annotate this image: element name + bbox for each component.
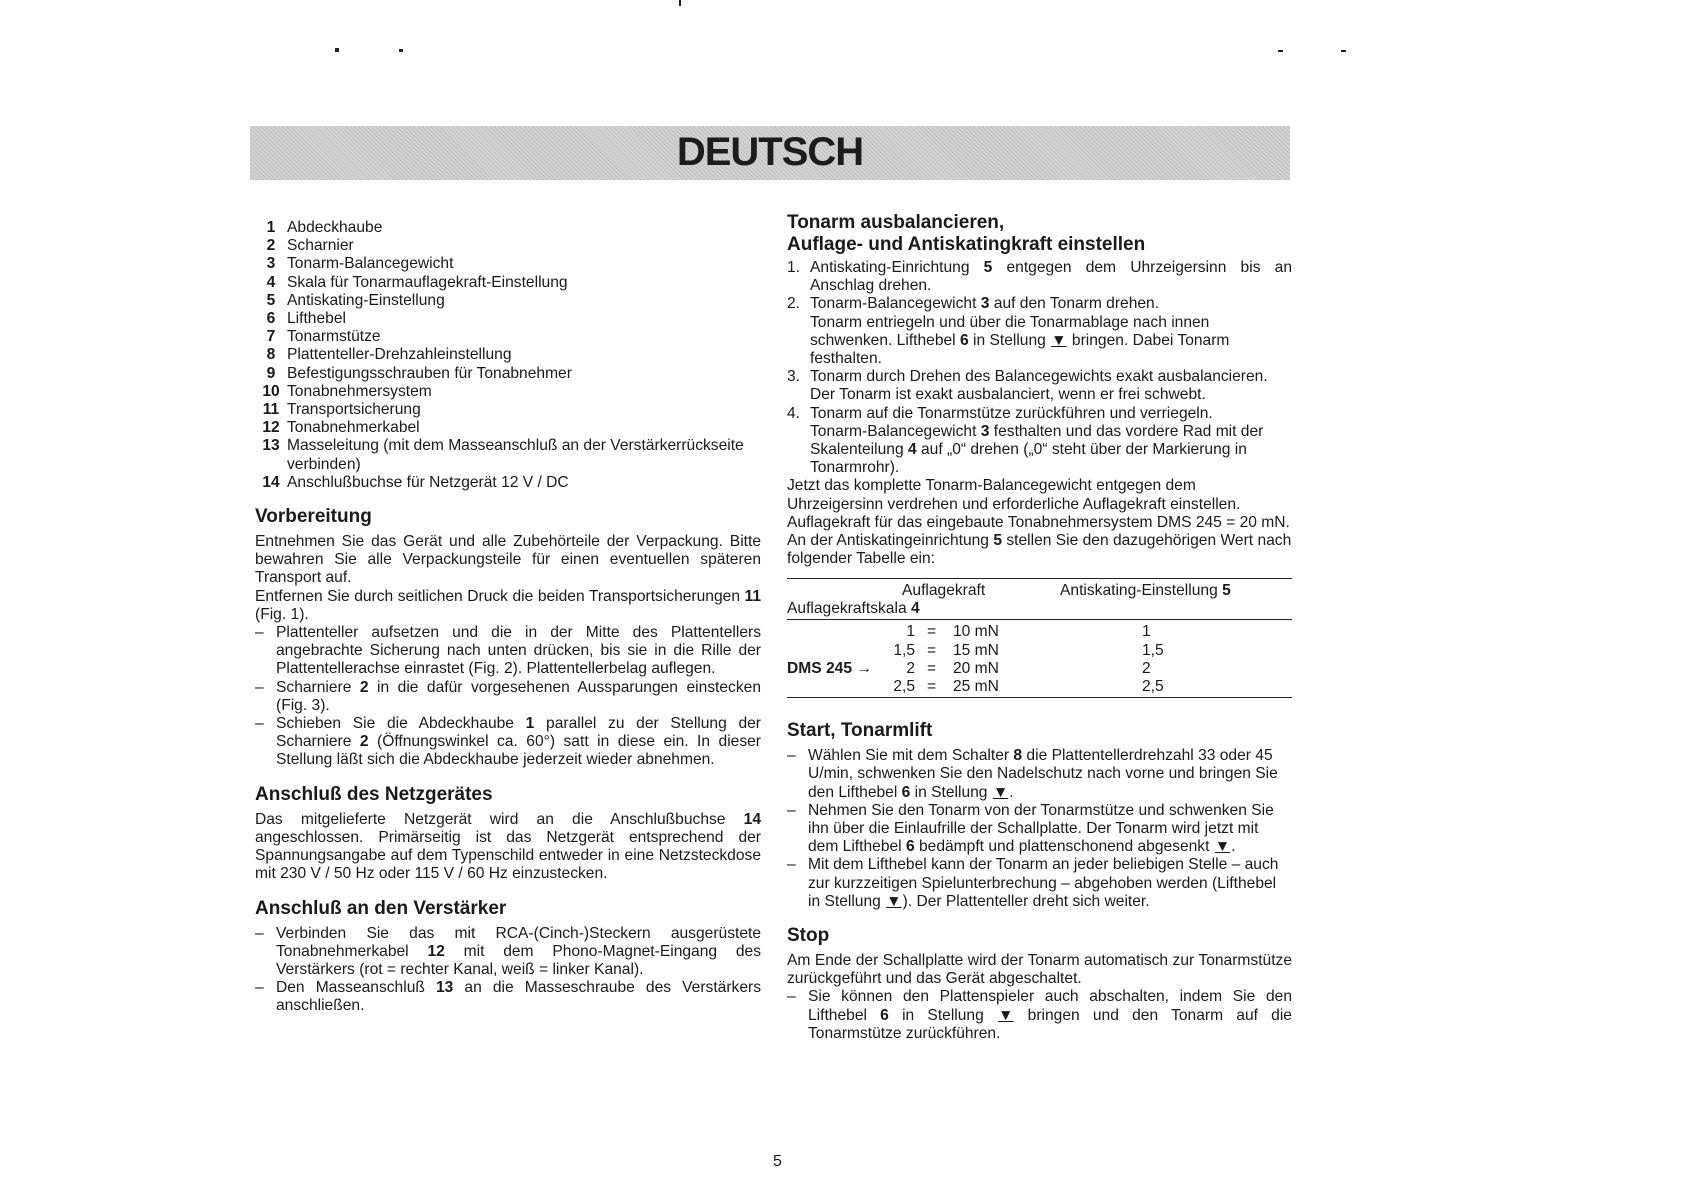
bullet-list <box>787 747 1292 911</box>
list-item: 10 Tonabnehmersystem <box>262 382 432 400</box>
list-item: – Mit dem Lifthebel kann der Tonarm an jeder beliebigen Stelle – auch zur kurzzeitigen Spielunterbrechung – abgehoben werden (Lifthebel in Stellung ▼). Der Plattenteller dreht sich weiter. <box>787 856 1279 910</box>
scan-speck <box>399 49 403 52</box>
list-item: – Verbinden Sie das mit RCA-(Cinch-)Steckern ausgerüstete Tonabnehmerkabel 12 mit dem Phono-Magnet-Eingang des Verstärkers (rot = rechter Kanal, weiß = linker Kanal). <box>255 924 761 978</box>
list-item: 1. Antiskating-Einrichtung 5 entgegen dem Uhrzeigersinn bis an Anschlag drehen. <box>787 259 1292 295</box>
list-item: 7 Tonarmstütze <box>266 328 381 346</box>
list-item: 4 Skala für Tonarmauflagekraft-Einstellung <box>266 273 568 291</box>
bullet-list <box>255 624 761 770</box>
list-item: 12 Tonabnehmerkabel <box>262 419 420 437</box>
force-table <box>787 578 1292 698</box>
bullet-list <box>255 925 761 1016</box>
section-heading-stop: Stop <box>787 925 830 947</box>
left-column <box>255 219 761 1016</box>
list-item: – Wählen Sie mit dem Schalter 8 die Plattentellerdrehzahl 33 oder 45 U/min, schwenken Sie den Nadelschutz nach vorne und bringen Sie den Lifthebel 6 in Stellung ▼. <box>787 747 1278 801</box>
scan-speck <box>335 48 339 52</box>
section-heading-tonarm: Tonarm ausbalancieren, Auflage- und Antiskatingkraft einstellen <box>787 212 1146 255</box>
section-heading-verstaerker: Anschluß an den Verstärker <box>255 897 507 919</box>
lift-down-icon: ▼ <box>998 1006 1014 1024</box>
lift-down-icon: ▼ <box>1051 331 1067 349</box>
list-item: 3 Tonarm-Balancegewicht <box>266 255 454 273</box>
list-item: 8 Plattenteller-Drehzahleinstellung <box>266 346 512 364</box>
list-item: 4. Tonarm auf die Tonarmstütze zurückführen und verriegeln. Tonarm-Balancegewicht 3 festhalten und das vordere Rad mit der Skalenteilung 4 auf „0“ drehen („0“ steht über der Markierung in Tonarmrohr). <box>787 404 1264 477</box>
section-heading-netzgeraet: Anschluß des Netzgerätes <box>255 783 493 805</box>
list-item: 1 Abdeckhaube <box>266 219 383 236</box>
list-item: 13 Masseleitung (mit dem Masseanschluß an der Verstärkerrückseite verbinden) <box>262 437 744 473</box>
list-item: 14 Anschlußbuchse für Netzgerät 12 V / DC <box>262 473 569 491</box>
page-number: 5 <box>773 1153 782 1170</box>
list-item: 5 Antiskating-Einstellung <box>266 291 445 309</box>
list-item: 2. Tonarm-Balancegewicht 3 auf den Tonarm drehen. Tonarm entriegeln und über die Tonarmablage nach innen schwenken. Lifthebel 6 in Stellung ▼ bringen. Dabei Tonarm festhalten. <box>787 295 1230 368</box>
steps-list <box>787 259 1292 477</box>
list-item: 3. Tonarm durch Drehen des Balancegewichts exakt ausbalancieren. Der Tonarm ist exakt ausbalanciert, wenn er frei schwebt. <box>787 368 1268 404</box>
paragraph: Jetzt das komplette Tonarm-Balancegewicht entgegen dem Uhrzeigersinn verdrehen und erforderliche Auflagekraft einstellen. Auflagekraft für das eingebaute Tonabnehmersystem DMS 245 = 20 mN. <box>787 477 1290 531</box>
list-item: 6 Lifthebel <box>266 310 346 328</box>
list-item: – Sie können den Plattenspieler auch abschalten, indem Sie den Lifthebel 6 in Stellung ▼ bringen und den Tonarm auf die Tonarmstütze zurückführen. <box>787 988 1292 1042</box>
paragraph: Das mitgelieferte Netzgerät wird an die Anschlußbuchse 14 angeschlossen. Primärseitig ist das Netzgerät entsprechend der Spannungsangabe auf dem Typenschild entweder in eine Netzsteckdose mit 230 V / 50 Hz oder 115 V / 60 Hz einzustecken. <box>255 810 761 883</box>
scan-speck <box>1341 50 1346 52</box>
list-item: – Den Masseanschluß 13 an die Masseschraube des Verstärkers anschließen. <box>255 979 761 1015</box>
scan-speck <box>679 0 681 6</box>
paragraph: Entnehmen Sie das Gerät und alle Zubehörteile der Verpackung. Bitte bewahren Sie alle Verpackungsteile für einen eventuellen späteren Transport auf. <box>255 533 761 587</box>
scan-speck <box>1278 50 1283 52</box>
table-header: Auflagekraft Auflagekraftskala 4 Antiskating-Einstellung 5 <box>787 579 1292 620</box>
lift-up-icon: ▼ <box>886 892 902 910</box>
lift-down-icon: ▼ <box>992 783 1009 801</box>
list-item: – Nehmen Sie den Tonarm von der Tonarmstütze und schwenken Sie ihn über die Einlaufrille der Schallplatte. Der Tonarm wird jetzt mit dem Lifthebel 6 bedämpft und plattenschonend abgesenkt ▼. <box>787 801 1274 856</box>
bullet-list <box>787 988 1292 1043</box>
table-row: 2,5 = 25 mN 2,5 <box>893 678 1164 696</box>
right-column <box>787 212 1292 1043</box>
list-item: 11 Transportsicherung <box>262 401 421 419</box>
table-row: 1 = 10 mN 1 <box>906 623 1151 641</box>
list-item: 2 Scharnier <box>266 237 354 255</box>
list-item: – Schieben Sie die Abdeckhaube 1 parallel zu der Stellung der Scharniere 2 (Öffnungswinkel ca. 60°) satt in diese ein. In dieser Stellung läßt sich die Abdeckhaube jederzeit wieder abnehmen. <box>255 715 762 769</box>
parts-list <box>255 219 761 492</box>
language-banner <box>250 126 1290 180</box>
list-item: – Plattenteller aufsetzen und die in der Mitte des Plattentellers angebrachte Sicherung nach unten drücken, bis sie in die Rille der Plattentellerachse einrastet (Fig. 2). Plattentellerbelag auflegen. <box>255 624 761 678</box>
table-row: 1,5 = 15 mN 1,5 <box>893 641 1164 659</box>
section-heading-vorbereitung: Vorbereitung <box>255 506 372 528</box>
list-item: – Scharniere 2 in die dafür vorgesehenen Aussparungen einstecken (Fig. 3). <box>255 678 761 714</box>
paragraph: An der Antiskatingeinrichtung 5 stellen Sie den dazugehörigen Wert nach folgender Tabelle ein: <box>787 532 1292 568</box>
table-row: DMS 245 → 2 = 20 mN 2 <box>787 659 1151 677</box>
page-title: DEUTSCH <box>676 130 864 174</box>
paragraph: Entfernen Sie durch seitlichen Druck die beiden Transportsicherungen 11 (Fig. 1). <box>255 587 761 623</box>
lift-down-icon: ▼ <box>1214 838 1231 856</box>
paragraph: Am Ende der Schallplatte wird der Tonarm automatisch zur Tonarmstütze zurückgeführt und das Gerät abgeschaltet. <box>787 952 1292 988</box>
section-heading-start: Start, Tonarmlift <box>787 720 933 742</box>
list-item: 9 Befestigungsschrauben für Tonabnehmer <box>266 364 572 382</box>
